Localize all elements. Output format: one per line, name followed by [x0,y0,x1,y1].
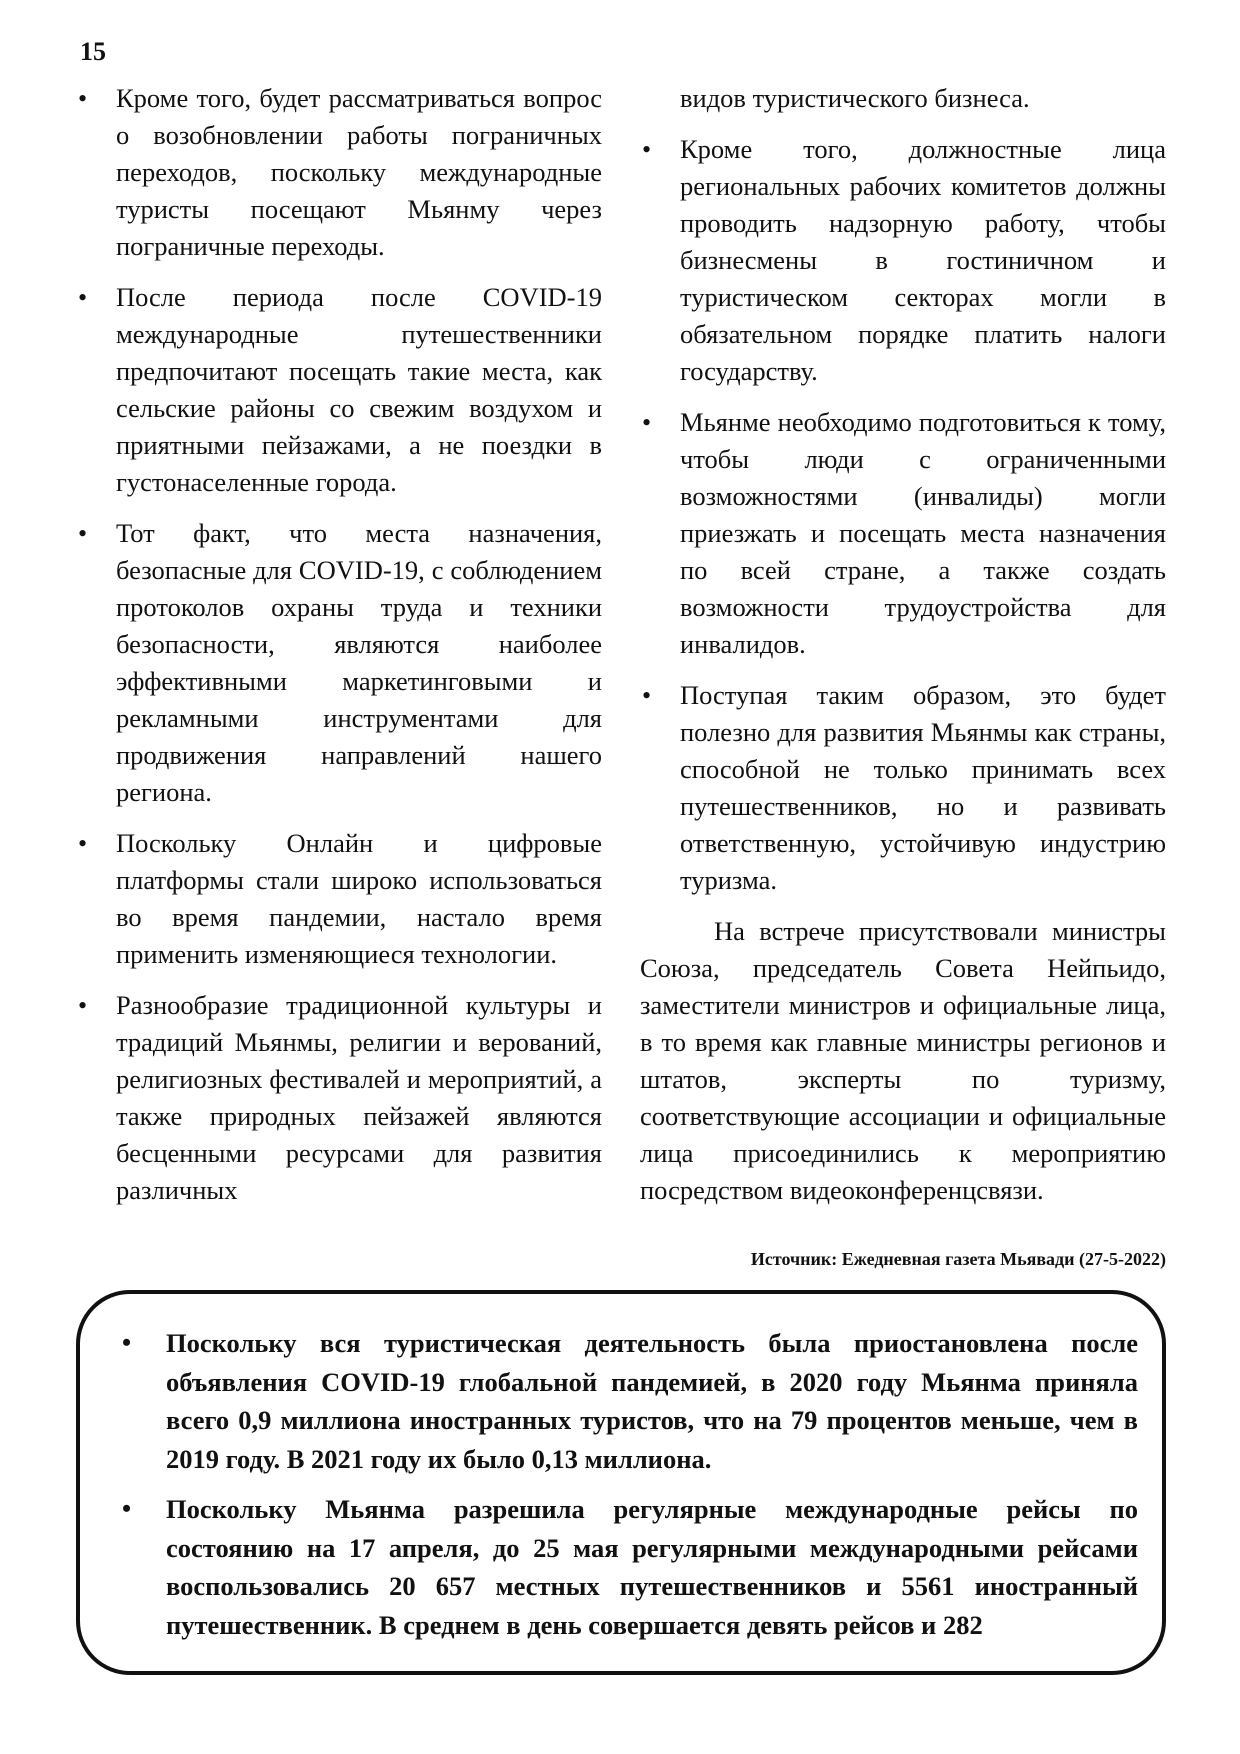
source-citation: Источник: Ежедневная газета Мьявади (27-5-2022) [750,1249,1166,1269]
left-column [76,80,602,1223]
meeting-paragraph: На встрече присутствовали министры Союза, председатель Совета Нейпьидо, заместители министров и официальные лица, в то время как главные министры регионов и штатов, эксперты по туризму, соответствующие ассоциации и официальные лица присоединились к мероприятию посредством видеоконференцсвязи. [640,916,1166,1205]
summary-item: • Поскольку Мьянма разрешила регулярные международные рейсы по состоянию на 17 апреля, до 25 мая регулярными международными рейсами воспользовались 20 657 местных путешественников и 5561 иностранный путешественник. В среднем в день совершается девять рейсов и 282 [104,1490,1138,1644]
bullet-continuation: видов туристического бизнеса. [680,83,1030,113]
summary-item: • Поскольку вся туристическая деятельность была приостановлена после объявления COVID-19 глобальной пандемией, в 2020 году Мьянма приняла всего 0,9 миллиона иностранных туристов, что на 79 процентов меньше, чем в 2019 году. В 2021 году их было 0,13 миллиона. [104,1324,1138,1478]
bullet-item: • Поскольку Онлайн и цифровые платформы стали широко использоваться во время пандемии, настало время применить изменяющиеся технологии. [76,825,602,973]
left-bullet-list [76,80,602,1209]
summary-bullet-list [104,1324,1138,1644]
right-column [640,80,1166,1209]
bullet-item: • Поступая таким образом, это будет полезно для развития Мьянмы как страны, способной не только принимать всех путешественников, но и развивать ответственную, устойчивую индустрию туризма. [640,677,1166,899]
bullet-item: • Кроме того, будет рассматриваться вопрос о возобновлении работы пограничных переходов, поскольку международные туристы посещают Мьянму через пограничные переходы. [76,80,602,265]
summary-box [76,1290,1166,1675]
bullet-item: • Кроме того, должностные лица региональных рабочих комитетов должны проводить надзорную работу, чтобы бизнесмены в гостиничном и туристическом секторах могли в обязательном порядке платить налоги государству. [640,131,1166,390]
bullet-item: • Тот факт, что места назначения, безопасные для COVID-19, с соблюдением протоколов охраны труда и техники безопасности, являются наиболее эффективными маркетинговыми и рекламными инструментами для продвижения направлений нашего региона. [76,515,602,811]
right-bullet-list [640,131,1166,899]
page-number: 15 [80,37,106,66]
bullet-item: • После периода после COVID-19 международные путешественники предпочитают посещать такие места, как сельские районы со свежим воздухом и приятными пейзажами, а не поездки в густонаселенные города. [76,279,602,501]
bullet-item: • Разнообразие традиционной культуры и традиций Мьянмы, религии и верований, религиозных фестивалей и мероприятий, а также природных пейзажей являются бесценными ресурсами для развития различных [76,987,602,1209]
bullet-item: • Мьянме необходимо подготовиться к тому, чтобы люди с ограниченными возможностями (инвалиды) могли приезжать и посещать места назначения по всей стране, а также создать возможности трудоустройства для инвалидов. [640,404,1166,663]
